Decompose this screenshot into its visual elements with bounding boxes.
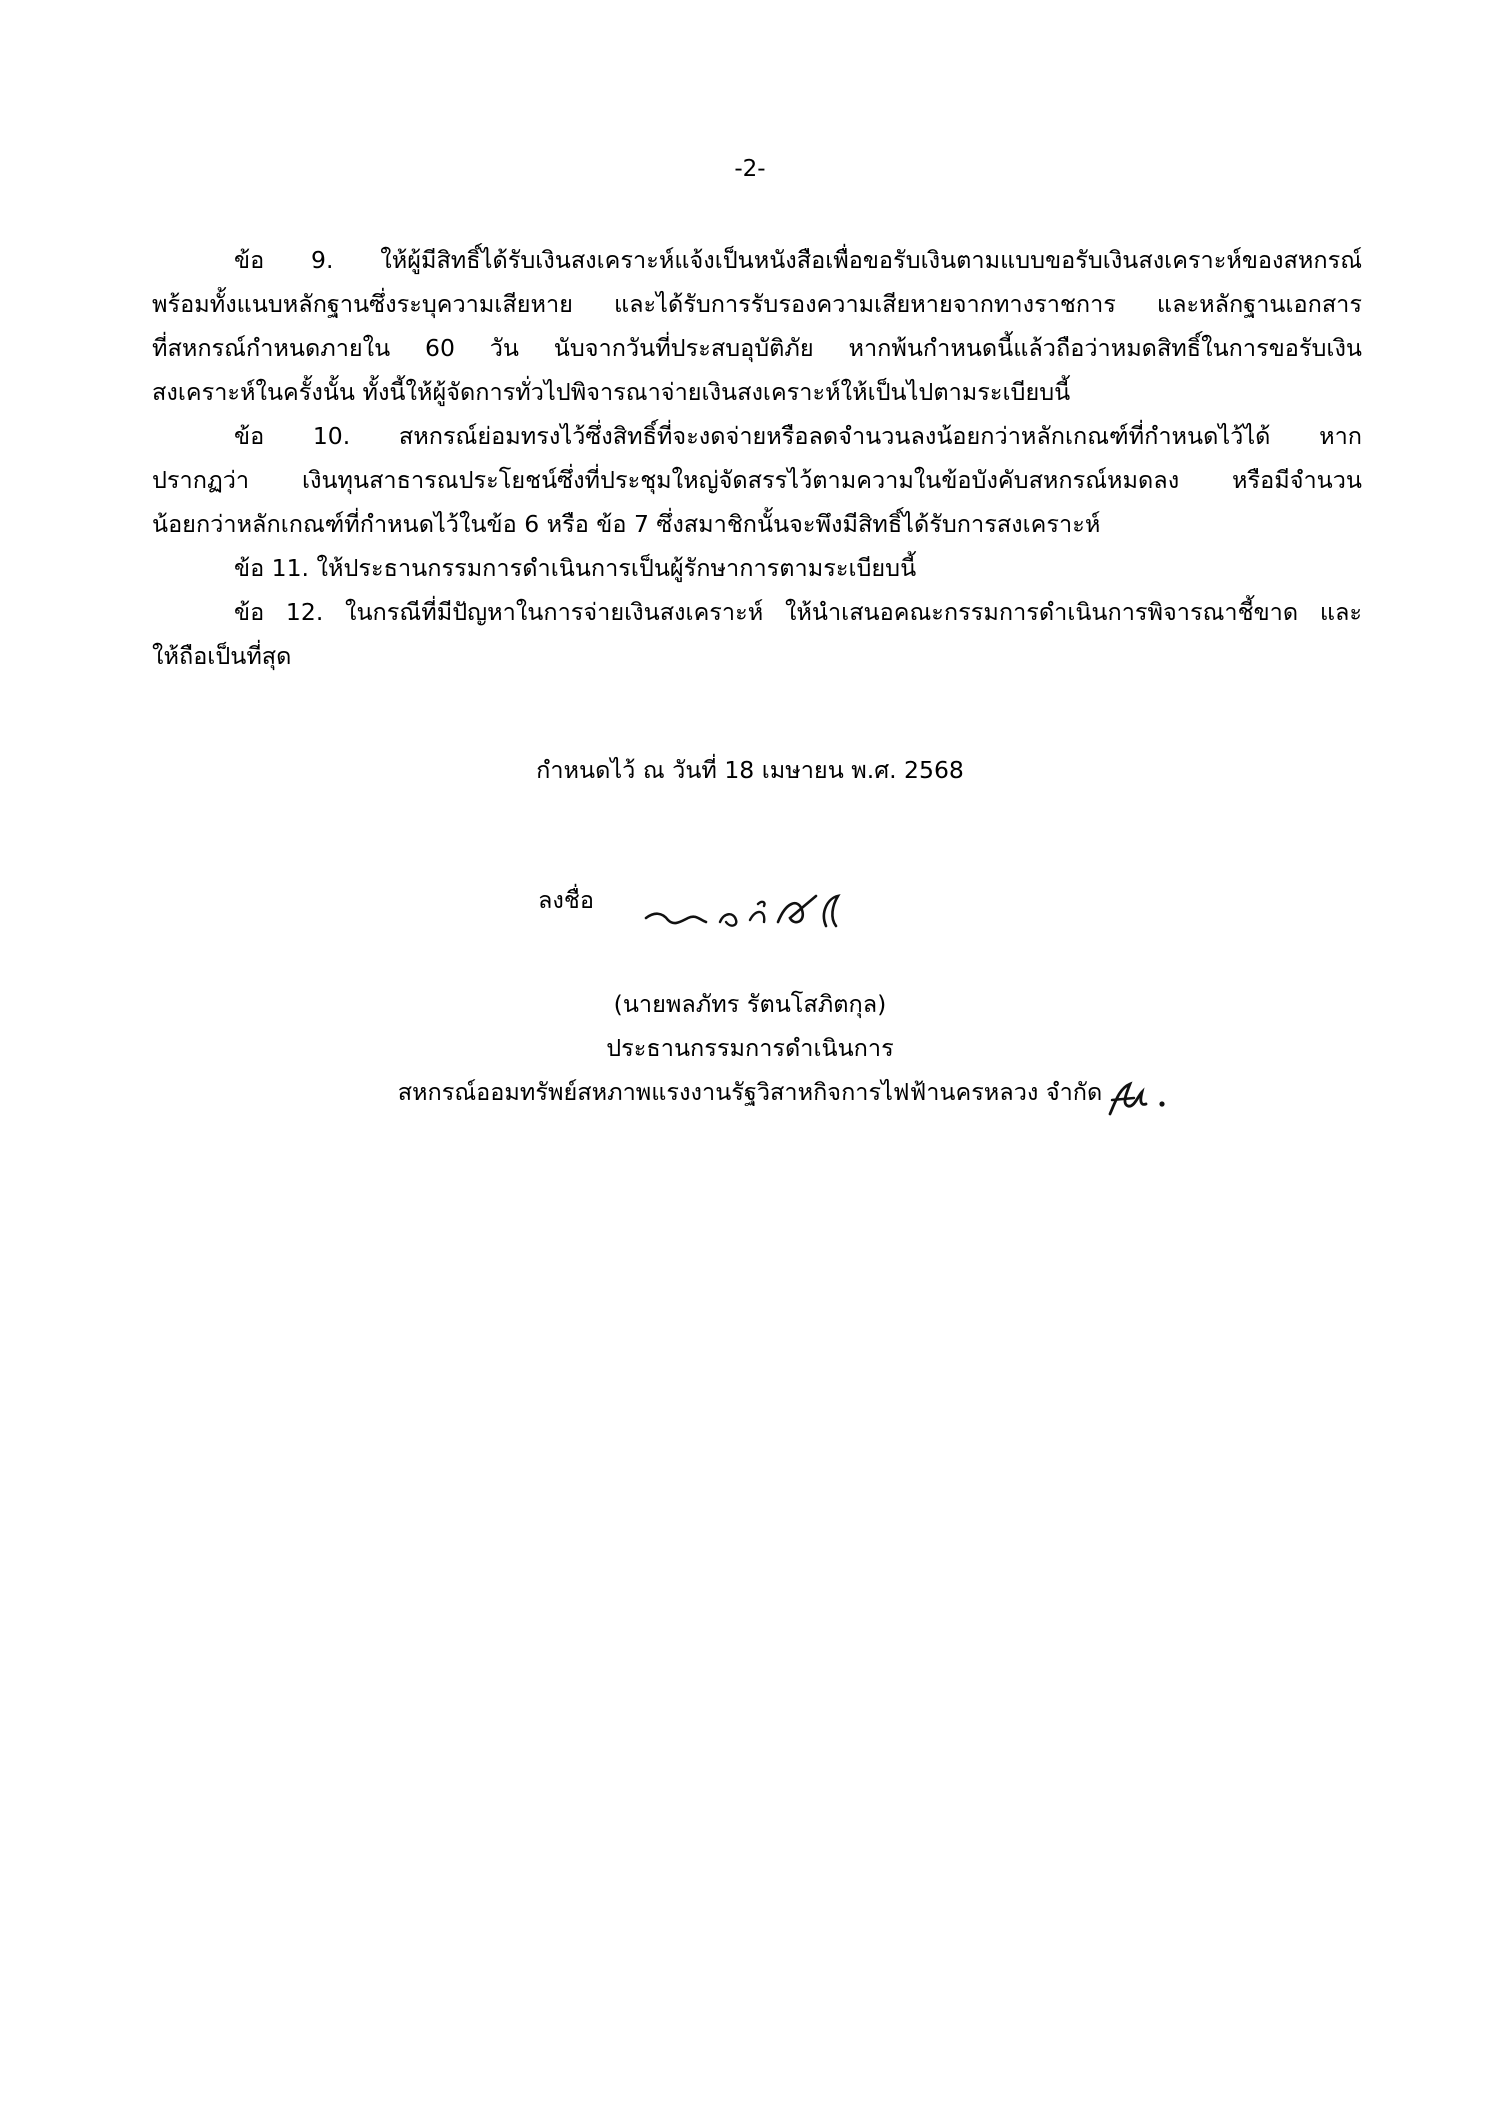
organization-wrapper bbox=[398, 1070, 1103, 1114]
clause-12-line-1: ข้อ 12. ในกรณีที่มีปัญหาในการจ่ายเงินสงเคราะห์ ให้นำเสนอคณะกรรมการดำเนินการพิจารณาชี้ขาด และ bbox=[234, 598, 1362, 626]
clause-11 bbox=[152, 546, 1362, 590]
signer-name: (นายพลภัทร รัตนโสภิตกุล) bbox=[613, 990, 887, 1018]
clause-10 bbox=[152, 414, 1362, 546]
clause-9-line-4: สงเคราะห์ในครั้งนั้น ทั้งนี้ให้ผู้จัดการทั่วไปพิจารณาจ่ายเงินสงเคราะห์ให้เป็นไปตามระเบียบนี้ bbox=[152, 378, 1071, 406]
clause-10-line-1: ข้อ 10. สหกรณ์ย่อมทรงไว้ซึ่งสิทธิ์ที่จะงดจ่ายหรือลดจำนวนลงน้อยกว่าหลักเกณฑ์ที่กำหนดไว้ได้ หาก bbox=[234, 422, 1362, 450]
clause-9-line-2: พร้อมทั้งแนบหลักฐานซึ่งระบุความเสียหาย และได้รับการรับรองความเสียหายจากทางราชการ และหลักฐานเอกสาร bbox=[152, 290, 1362, 318]
clause-10-line-3: น้อยกว่าหลักเกณฑ์ที่กำหนดไว้ในข้อ 6 หรือ ข้อ 7 ซึ่งสมาชิกนั้นจะพึงมีสิทธิ์ได้รับการสงเคราะห์ bbox=[152, 510, 1101, 538]
handwritten-initials bbox=[1104, 1070, 1174, 1118]
document-body bbox=[152, 238, 1362, 678]
organization-name: สหกรณ์ออมทรัพย์สหภาพแรงงานรัฐวิสาหกิจการไฟฟ้านครหลวง จำกัด bbox=[397, 1078, 1103, 1106]
signer-position: ประธานกรรมการดำเนินการ bbox=[606, 1034, 894, 1062]
signature-label: ลงชื่อ bbox=[538, 886, 594, 914]
clause-11-line-1: ข้อ 11. ให้ประธานกรรมการดำเนินการเป็นผู้รักษาการตามระเบียบนี้ bbox=[234, 554, 917, 582]
signature-row bbox=[538, 878, 938, 938]
signer-block bbox=[0, 982, 1500, 1114]
handwritten-signature bbox=[638, 882, 858, 942]
clause-9-line-3: ที่สหกรณ์กำหนดภายใน 60 วัน นับจากวันที่ประสบอุบัติภัย หากพ้นกำหนดนี้แล้วถือว่าหมดสิทธิ์ในการขอรับเงิน bbox=[152, 334, 1362, 362]
clause-9 bbox=[152, 238, 1362, 414]
clause-12-line-2: ให้ถือเป็นที่สุด bbox=[152, 642, 292, 670]
clause-12 bbox=[152, 590, 1362, 678]
clause-9-line-1: ข้อ 9. ให้ผู้มีสิทธิ์ได้รับเงินสงเคราะห์แจ้งเป็นหนังสือเพื่อขอรับเงินตามแบบขอรับเงินสงเคราะห์ของสหกรณ์ bbox=[234, 246, 1362, 274]
clause-10-line-2: ปรากฏว่า เงินทุนสาธารณประโยชน์ซึ่งที่ประชุมใหญ่จัดสรรไว้ตามความในข้อบังคับสหกรณ์หมดลง หรือมีจำนวน bbox=[152, 466, 1362, 494]
enactment-date: กำหนดไว้ ณ วันที่ 18 เมษายน พ.ศ. 2568 bbox=[536, 756, 964, 784]
page-number: -2- bbox=[734, 156, 766, 182]
organization-row bbox=[0, 1070, 1500, 1114]
